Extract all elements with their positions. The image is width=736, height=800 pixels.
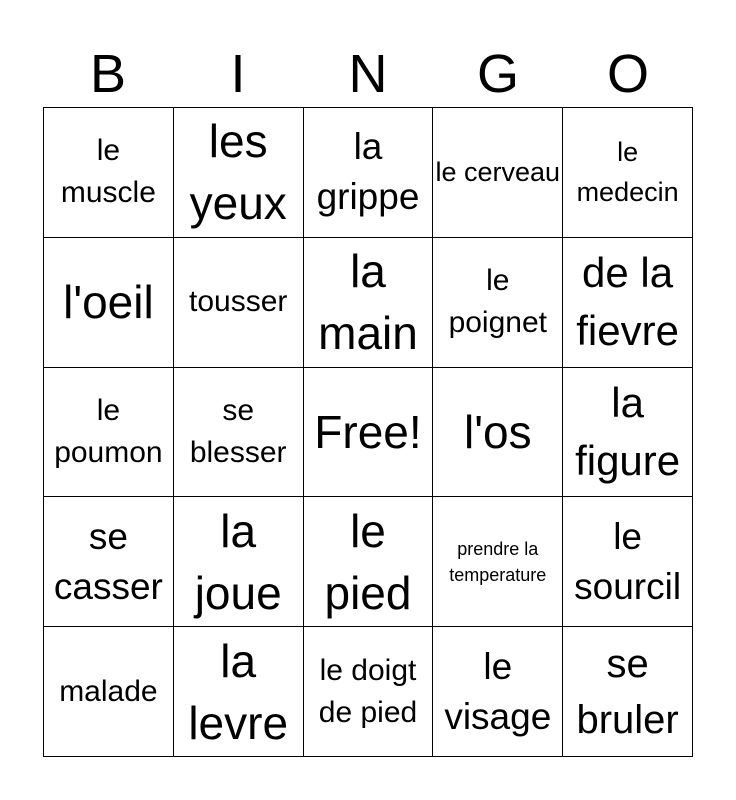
header-letter-g: G: [476, 44, 519, 104]
cell-text: le visage: [444, 645, 552, 737]
bingo-cell-r4c2[interactable]: [174, 497, 304, 627]
bingo-cell-r2c3[interactable]: [304, 238, 434, 368]
cell-text: le poignet: [448, 264, 547, 340]
bingo-header: [43, 44, 693, 104]
bingo-cell-r1c3[interactable]: [304, 108, 434, 238]
bingo-cell-r5c1[interactable]: [44, 627, 174, 757]
bingo-cell-r3c1[interactable]: [44, 368, 174, 498]
cell-text: le sourcil: [574, 515, 682, 607]
header-letter-b: B: [89, 44, 127, 104]
cell-text: prendre la temperature: [449, 538, 547, 585]
cell-text: l'oeil: [63, 276, 154, 329]
cell-text: se blesser: [189, 393, 287, 469]
bingo-cell-free[interactable]: [304, 368, 434, 498]
cell-text: tousser: [189, 285, 288, 319]
cell-text: la grippe: [316, 126, 420, 218]
bingo-cell-r3c2[interactable]: [174, 368, 304, 498]
bingo-cell-r1c5[interactable]: [563, 108, 693, 238]
cell-text: les yeux: [189, 115, 287, 230]
cell-text: se casser: [53, 515, 163, 607]
bingo-cell-r3c5[interactable]: [563, 368, 693, 498]
bingo-board: [43, 107, 693, 757]
header-letter-n: N: [348, 44, 388, 104]
bingo-cell-r2c2[interactable]: [174, 238, 304, 368]
bingo-cell-r5c3[interactable]: [304, 627, 434, 757]
cell-text: la joue: [194, 504, 282, 619]
bingo-cell-r4c3[interactable]: [304, 497, 434, 627]
bingo-cell-r5c5[interactable]: [563, 627, 693, 757]
bingo-cell-r4c1[interactable]: [44, 497, 174, 627]
bingo-cell-r2c5[interactable]: [563, 238, 693, 368]
cell-text: la main: [318, 245, 418, 360]
bingo-cell-r5c2[interactable]: [174, 627, 304, 757]
cell-text: le poumon: [54, 393, 163, 469]
cell-text: se bruler: [576, 641, 679, 742]
free-space-text: Free!: [314, 405, 422, 458]
header-letter-i: I: [230, 44, 246, 104]
cell-text: l'os: [463, 405, 532, 458]
bingo-cell-r3c4[interactable]: [433, 368, 563, 498]
cell-text: la figure: [575, 378, 681, 484]
cell-text: de la fievre: [576, 249, 679, 355]
bingo-cell-r5c4[interactable]: [433, 627, 563, 757]
cell-text: le cerveau: [435, 157, 561, 188]
cell-text: le doigt de pied: [318, 653, 418, 729]
bingo-cell-r4c5[interactable]: [563, 497, 693, 627]
bingo-cell-r2c4[interactable]: [433, 238, 563, 368]
bingo-cell-r1c4[interactable]: [433, 108, 563, 238]
bingo-cell-r1c2[interactable]: [174, 108, 304, 238]
header-letter-o: O: [606, 44, 649, 104]
cell-text: le medecin: [576, 137, 679, 208]
cell-text: le pied: [324, 504, 412, 619]
bingo-cell-r2c1[interactable]: [44, 238, 174, 368]
cell-text: malade: [59, 674, 158, 708]
cell-text: le muscle: [60, 134, 156, 210]
cell-text: la levre: [188, 634, 289, 749]
bingo-cell-r1c1[interactable]: [44, 108, 174, 238]
bingo-cell-r4c4[interactable]: [433, 497, 563, 627]
